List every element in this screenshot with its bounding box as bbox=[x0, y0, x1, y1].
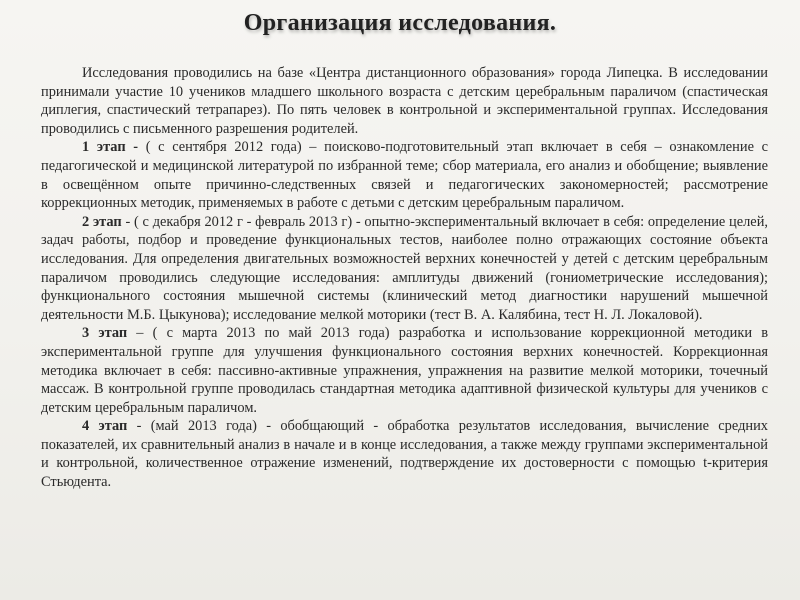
paragraph-stage-3 bbox=[41, 324, 768, 417]
slide-title: Организация исследования. bbox=[243, 10, 557, 36]
paragraph-stage-2 bbox=[41, 213, 768, 325]
stage-3-text: – ( с марта 2013 по май 2013 года) разработка и использование коррекционной методики в экспериментальной группе для улучшения функционального состояния верхних конечностей. Коррекционная методика включает в себя: пассивно-активные упражнения, упражнения на развитие мелкой моторики, точечный массаж. В контрольной группе проводилась стандартная методика адаптивной физической культуры для учеников с детским церебральным параличом. bbox=[41, 325, 768, 416]
stage-4-text: - (май 2013 года) - обобщающий - обработка результатов исследования, вычисление средних показателей, их сравнительный анализ в начале и в конце исследования, а также между группами экспериментальной и контрольной, количественное отражение изменений, подтверждение их достоверности с помощью t-критерия Стьюдента. bbox=[41, 418, 768, 491]
stage-1-label: 1 этап - bbox=[82, 139, 139, 156]
stage-1-text: ( с сентября 2012 года) – поисково-подготовительный этап включает в себя – ознакомление с педагогической и медицинской литературой по избранной теме; сбор материала, его анализ и обобщение; выявление в освещённом опыте причинно-следственных связей и педагогических закономерностей; рассмотрение коррекционных методик, применяемых в работе с детьми с детским церебральным параличом. bbox=[41, 139, 768, 212]
paragraph-stage-1 bbox=[41, 138, 768, 212]
stage-3-label: 3 этап bbox=[82, 325, 128, 342]
slide-body bbox=[41, 64, 768, 492]
stage-4-label: 4 этап bbox=[82, 418, 128, 435]
stage-2-label: 2 этап bbox=[82, 213, 122, 230]
paragraph-stage-4 bbox=[41, 417, 768, 491]
paragraph-intro-text: Исследования проводились на базе «Центра дистанционного образования» города Липецка. В исследовании принимали участие 10 учеников младшего школьного возраста с детским церебральным параличом (спастическая диплегия, спастический тетрапарез). По пять человек в контрольной и экспериментальной группах. Исследования проводились с письменного разрешения родителей. bbox=[41, 65, 768, 137]
stage-2-text: - ( с декабря 2012 г - февраль 2013 г) - опытно-экспериментальный включает в себя: определение целей, задач работы, подбор и проведение функциональных тестов, наиболее полно отражающих состояние объекта исследования. Для определения двигательных возможностей верхних конечностей у детей с детским церебральным параличом проводились следующие исследования: амплитуды движений (гониометрические исследования); функционального состояния мышечной системы (клинический метод диагностики нарушений мышечной деятельности М.Б. Цыкунова); исследование мелкой моторики (тест В. А. Калябина, тест Н. Л. Локаловой). bbox=[41, 213, 768, 323]
paragraph-intro bbox=[41, 64, 768, 138]
